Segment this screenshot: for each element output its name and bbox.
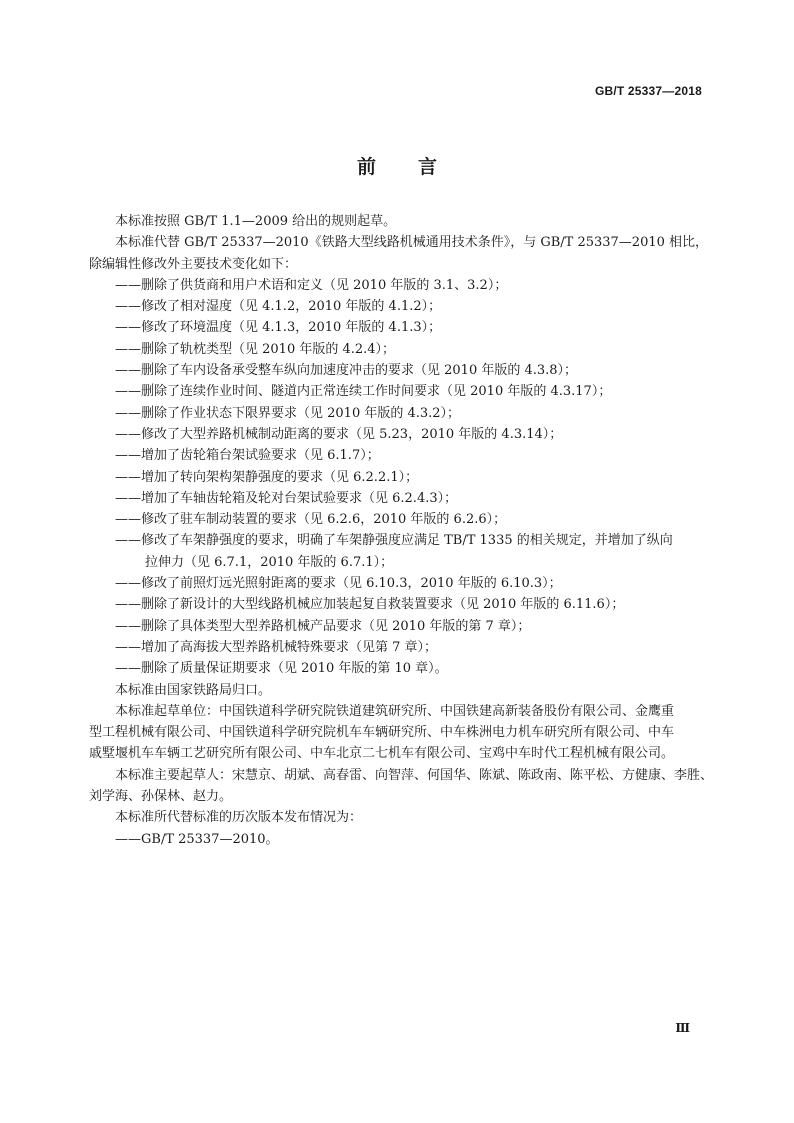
change-item: ——删除了质量保证期要求（见 2010 年版的第 10 章）。 [115,661,448,677]
change-item: ——增加了车轴齿轮箱及轮对台架试验要求（见 6.2.4.3）； [115,490,458,506]
paragraph-replaces-line2: 除编辑性修改外主要技术变化如下： [89,256,298,272]
change-item: ——删除了新设计的大型线路机械应加装起复自救装置要求（见 2010 年版的 6.11.6）； [115,597,625,613]
change-item: ——修改了前照灯远光照射距离的要求（见 6.10.3，2010 年版的 6.10.3）； [115,576,562,592]
change-item: ——修改了环境温度（见 4.1.3，2010 年版的 4.1.3）； [115,320,442,336]
change-item: ——修改了大型养路机械制动距离的要求（见 5.23，2010 年版的 4.3.14）； [115,426,563,442]
change-item: ——删除了连续作业时间、隧道内正常连续工作时间要求（见 2010 年版的 4.3.17）； [115,384,612,400]
change-item-wrap-line2: 拉伸力（见 6.7.1，2010 年版的 6.7.1）； [145,554,394,570]
paragraph-drafters-line2: 刘学海、孙保林、赵力。 [89,789,233,805]
change-item: ——增加了转向架构架静强度的要求（见 6.2.2.1）； [115,469,419,485]
change-item: ——增加了高海拔大型养路机械特殊要求（见第 7 章）； [115,639,438,655]
change-item: ——删除了轨枕类型（见 2010 年版的 4.2.4）； [115,341,396,357]
paragraph-drafters-line1: 本标准主要起草人：宋慧京、胡斌、高春雷、向智萍、何国华、陈斌、陈政南、陈平松、方健康、李胜、 [115,767,714,783]
paragraph-replaces-line1: 本标准代替 GB/T 25337—2010《铁路大型线路机械通用技术条件》，与 GB/T 25337—2010 相比， [115,235,709,251]
paragraph-drafting-units-line2: 型工程机械有限公司、中国铁道科学研究院机车车辆研究所、中车株洲电力机车研究所有限公司、中车 [89,725,675,741]
change-item: ——修改了相对湿度（见 4.1.2，2010 年版的 4.1.2）； [115,299,442,315]
change-item-wrap-line1: ——修改了车架静强度的要求，明确了车架静强度应满足 TB/T 1335 的相关规定，并增加了纵向 [115,533,673,549]
history-item: ——GB/T 25337—2010。 [115,831,279,847]
paragraph-drafting-units-line1: 本标准起草单位：中国铁道科学研究院铁道建筑研究所、中国铁建高新装备股份有限公司、金鹰重 [115,703,675,719]
page-title: 前言 [356,156,479,178]
change-item: ——删除了具体类型大型养路机械产品要求（见 2010 年版的第 7 章）； [115,618,531,634]
paragraph-administered-by: 本标准由国家铁路局归口。 [115,682,272,698]
paragraph-history: 本标准所代替标准的历次版本发布情况为： [115,810,363,826]
change-item: ——删除了车内设备承受整车纵向加速度冲击的要求（见 2010 年版的 4.3.8）； [115,363,578,379]
paragraph-drafting-rules: 本标准按照 GB/T 1.1—2009 给出的规则起草。 [115,214,397,229]
document-body [89,211,714,850]
change-item: ——修改了驻车制动装置的要求（见 6.2.6，2010 年版的 6.2.6）； [115,512,507,528]
change-item: ——删除了作业状态下限界要求（见 2010 年版的 4.3.2）； [115,405,461,421]
paragraph-drafting-units-line3: 戚墅堰机车车辆工艺研究所有限公司、中车北京二七机车有限公司、宝鸡中车时代工程机械有限公司。 [89,746,675,762]
change-item: ——删除了供货商和用户术语和定义（见 2010 年版的 3.1、3.2）； [115,277,508,293]
page-number: Ⅲ [675,1021,690,1035]
standard-code: GB/T 25337—2018 [594,84,702,98]
change-item: ——增加了齿轮箱台架试验要求（见 6.1.7）； [115,448,380,464]
